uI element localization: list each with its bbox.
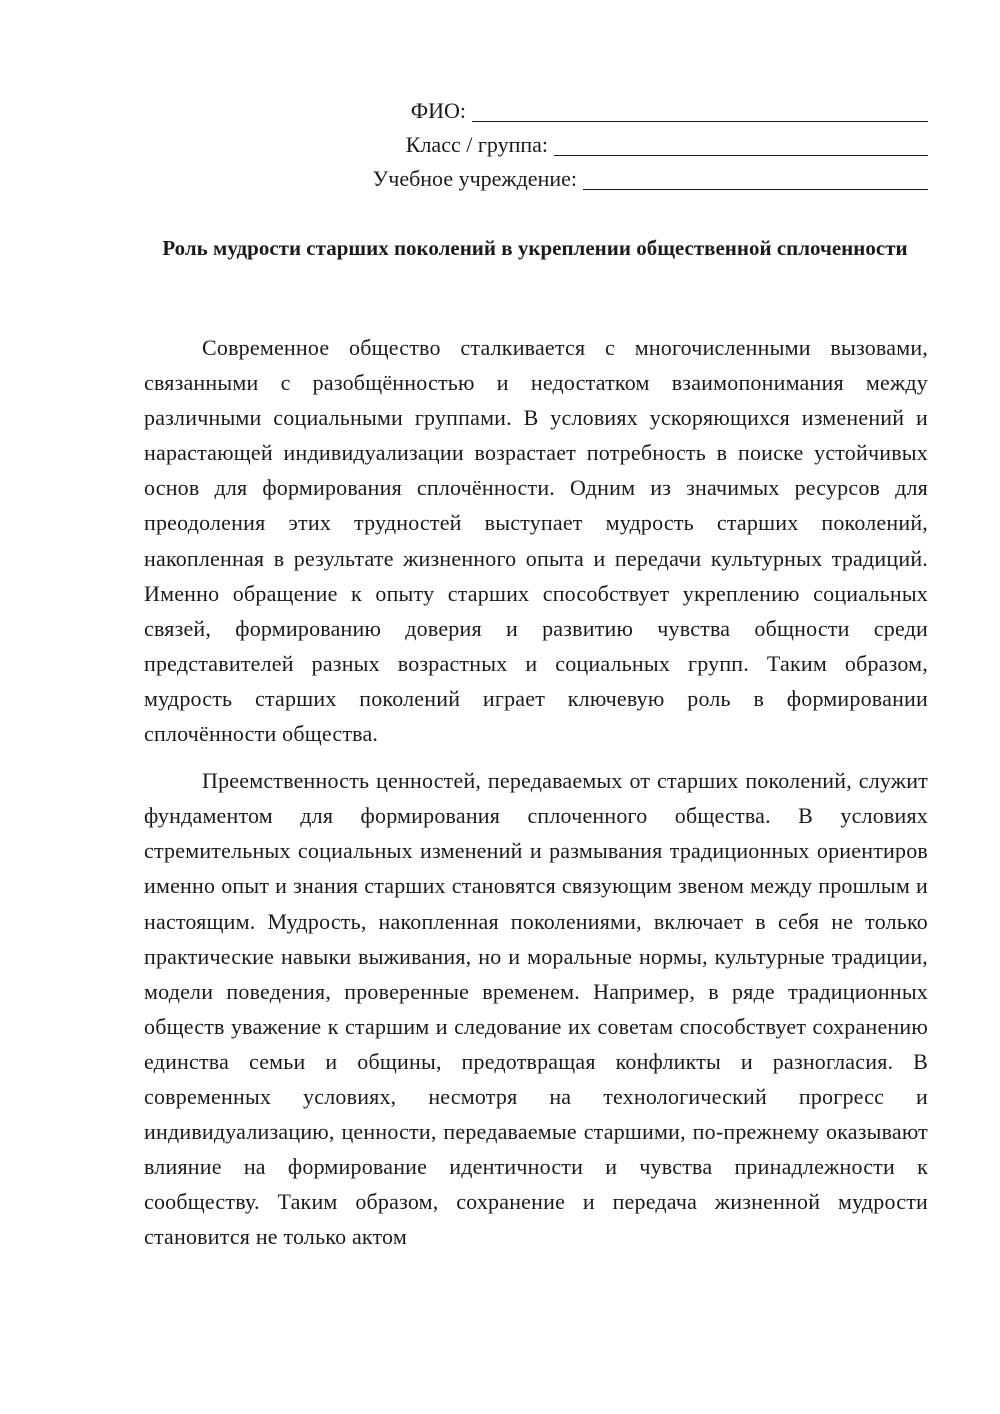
- fio-label: ФИО:: [410, 98, 466, 123]
- institution-line: [328, 162, 928, 196]
- class-blank-field: [554, 133, 928, 156]
- class-label: Класс / группа:: [405, 132, 548, 157]
- fio-blank-field: [472, 99, 928, 122]
- class-line: [328, 128, 928, 162]
- paragraph-2: Преемственность ценностей, передаваемых от старших поколений, служит фундаментом для формирования сплоченного общества. В условиях стремительных социальных изменений и размывания традиционных ориентиров именно опыт и знания старших становятся связующим звеном между прошлым и настоящим. Мудрость, накопленная поколениями, включает в себя не только практические навыки выживания, но и моральные нормы, культурные традиции, модели поведения, проверенные временем. Например, в ряде традиционных обществ уважение к старшим и следование их советам способствует сохранению единства семьи и общины, предотвращая конфликты и разногласия. В современных условиях, несмотря на технологический прогресс и индивидуализацию, ценности, передаваемые старшими, по-прежнему оказывают влияние на формирование идентичности и чувства принадлежности к сообществу. Таким образом, сохранение и передача жизненной мудрости становится не только актом: [144, 768, 928, 1250]
- paragraph-1: Современное общество сталкивается с многочисленными вызовами, связанными с разобщённостью и недостатком взаимопонимания между различными социальными группами. В условиях ускоряющихся изменений и нарастающей индивидуализации возрастает потребность в поиске устойчивых основ для формирования сплочённости. Одним из значимых ресурсов для преодоления этих трудностей выступает мудрость старших поколений, накопленная в результате жизненного опыта и передачи культурных традиций. Именно обращение к опыту старших способствует укреплению социальных связей, формированию доверия и развитию чувства общности среди представителей разных возрастных и социальных групп. Таким образом, мудрость старших поколений играет ключевую роль в формировании сплочённости общества.: [144, 335, 928, 747]
- essay-body: [144, 330, 928, 1266]
- student-info-header: [328, 94, 928, 196]
- institution-label: Учебное учреждение:: [372, 166, 577, 191]
- fio-line: [328, 94, 928, 128]
- essay-title: Роль мудрости старших поколений в укреплении общественной сплоченности: [162, 236, 908, 260]
- institution-blank-field: [583, 167, 928, 190]
